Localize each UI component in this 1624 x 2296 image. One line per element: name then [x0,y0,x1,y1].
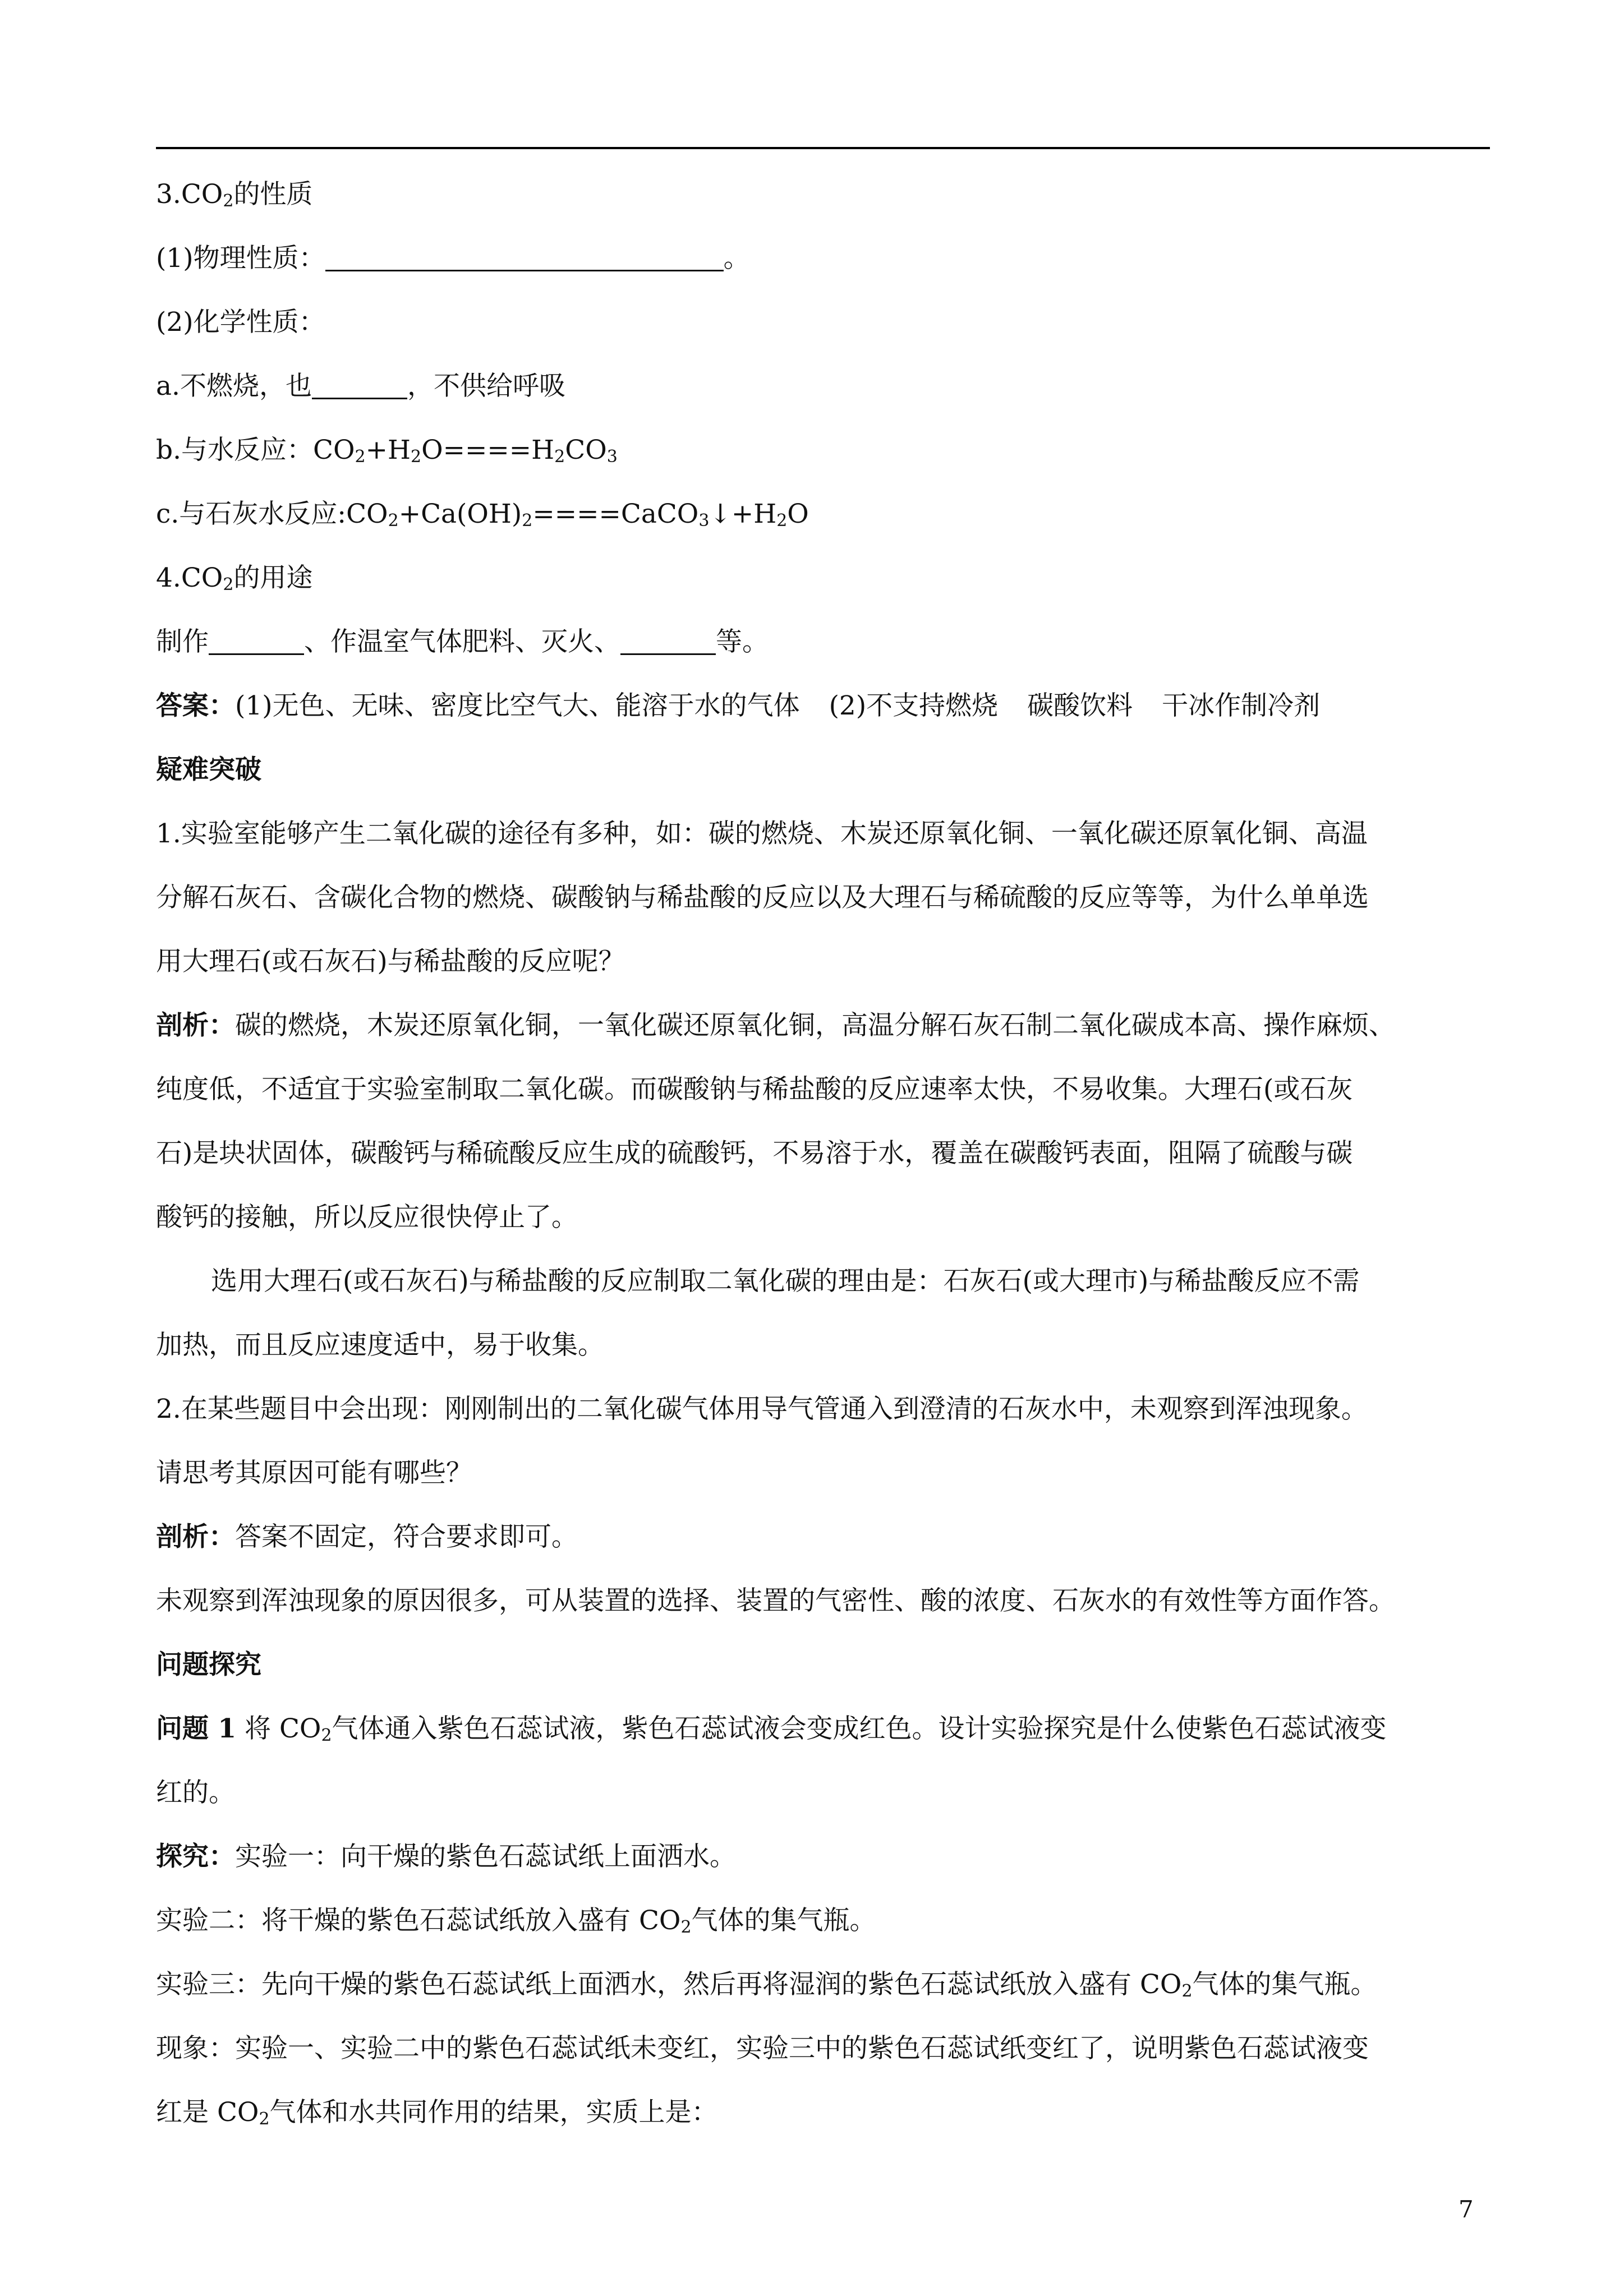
phenomenon-line-1: 现象：实验一、实验二中的紫色石蕊试纸未变红，实验三中的紫色石蕊试纸变红了，说明紫色石蕊试液变 [156,2033,1369,2064]
reason-line-1: 选用大理石(或石灰石)与稀盐酸的反应制取二氧化碳的理由是：石灰石(或大理市)与稀盐酸反应不需 [211,1266,1360,1297]
question-1-line-1: 1.实验室能够产生二氧化碳的途径有多种，如：碳的燃烧、木炭还原氧化铜、一氧化碳还原氧化铜、高温 [156,818,1368,849]
question-1-line-3: 用大理石(或石灰石)与稀盐酸的反应呢？ [156,946,625,977]
analysis-label: 剖析： [156,1010,235,1041]
analysis-2-detail: 未观察到浑浊现象的原因很多，可从装置的选择、装置的气密性、酸的浓度、石灰水的有效性等方面作答。 [156,1585,1395,1616]
uses-line: 制作 、作温室气体肥料、灭火、 等。 [156,626,769,657]
property-a-line: a.不燃烧，也 ，不供给呼吸 [156,371,565,402]
experiment-1-line: 探究：实验一：向干燥的紫色石蕊试纸上面洒水。 [156,1841,736,1872]
reason-line-2: 加热，而且反应速度适中，易于收集。 [156,1330,604,1361]
uses-blank-1 [209,628,304,655]
question-2-line-2: 请思考其原因可能有哪些？ [156,1458,472,1488]
section-co2-uses-heading: $4.CO_2$的用途 [156,563,313,594]
problem-label: 问题 1 [156,1713,237,1744]
chemical-properties-heading: (2)化学性质： [156,307,325,338]
explore-label: 探究： [156,1841,235,1872]
inquiry-heading: 问题探究 [156,1649,261,1680]
difficulty-heading: 疑难突破 [156,754,261,785]
answer-line: 答案：(1)无色、无味、密度比空气大、能溶于水的气体 (2)不支持燃烧 碳酸饮料 干冰作制冷剂 [156,690,1321,721]
physical-properties-line: (1)物理性质： 。 [156,243,750,274]
physical-properties-blank [325,244,724,271]
document-body [156,163,1490,2145]
problem-1-line-1: 问题 1 将 $CO_2$气体通入紫色石蕊试液，紫色石蕊试液会变成红色。设计实验探究是什么使紫色石蕊试液变 [156,1713,1387,1745]
header-rule [156,147,1490,149]
analysis-1-line-2: 纯度低，不适宜于实验室制取二氧化碳。而碳酸钠与稀盐酸的反应速率太快，不易收集。大理石(或石灰 [156,1074,1353,1105]
experiment-3-line: 实验三：先向干燥的紫色石蕊试纸上面洒水，然后再将湿润的紫色石蕊试纸放入盛有 $CO_2$气体的集气瓶。 [156,1969,1377,2001]
property-b-equation: b.与水反应：$CO_2+H_2O====H_2CO_3$ [156,435,618,467]
uses-blank-2 [620,628,716,655]
phenomenon-line-2: 红是 $CO_2$气体和水共同作用的结果，实质上是： [156,2097,718,2129]
property-c-equation: c.与石灰水反应$:CO_2+Ca(OH)_2====CaCO_3↓+H_2O$ [156,499,809,531]
question-1-line-2: 分解石灰石、含碳化合物的燃烧、碳酸钠与稀盐酸的反应以及大理石与稀硫酸的反应等等，为什么单单选 [156,882,1369,913]
section-co2-properties-heading: $3.CO_2$的性质 [156,179,313,211]
property-a-blank [312,372,407,399]
question-2-line-1: 2.在某些题目中会出现：刚刚制出的二氧化碳气体用导气管通入到澄清的石灰水中，未观察到浑浊现象。 [156,1394,1368,1424]
problem-1-line-2: 红的。 [156,1777,235,1808]
answer-label: 答案： [156,690,235,721]
analysis-label: 剖析： [156,1522,235,1552]
analysis-1-line-3: 石)是块状固体，碳酸钙与稀硫酸反应生成的硫酸钙，不易溶于水，覆盖在碳酸钙表面，阻隔了硫酸与碳 [156,1138,1353,1169]
analysis-1-line-1: 剖析：碳的燃烧，木炭还原氧化铜，一氧化碳还原氧化铜，高温分解石灰石制二氧化碳成本高、操作麻烦、 [156,1010,1395,1041]
analysis-1-line-4: 酸钙的接触，所以反应很快停止了。 [156,1202,578,1233]
page-number: 7 [1459,2196,1474,2223]
experiment-2-line: 实验二：将干燥的紫色石蕊试纸放入盛有 $CO_2$气体的集气瓶。 [156,1905,876,1937]
analysis-2-line: 剖析：答案不固定，符合要求即可。 [156,1522,578,1552]
